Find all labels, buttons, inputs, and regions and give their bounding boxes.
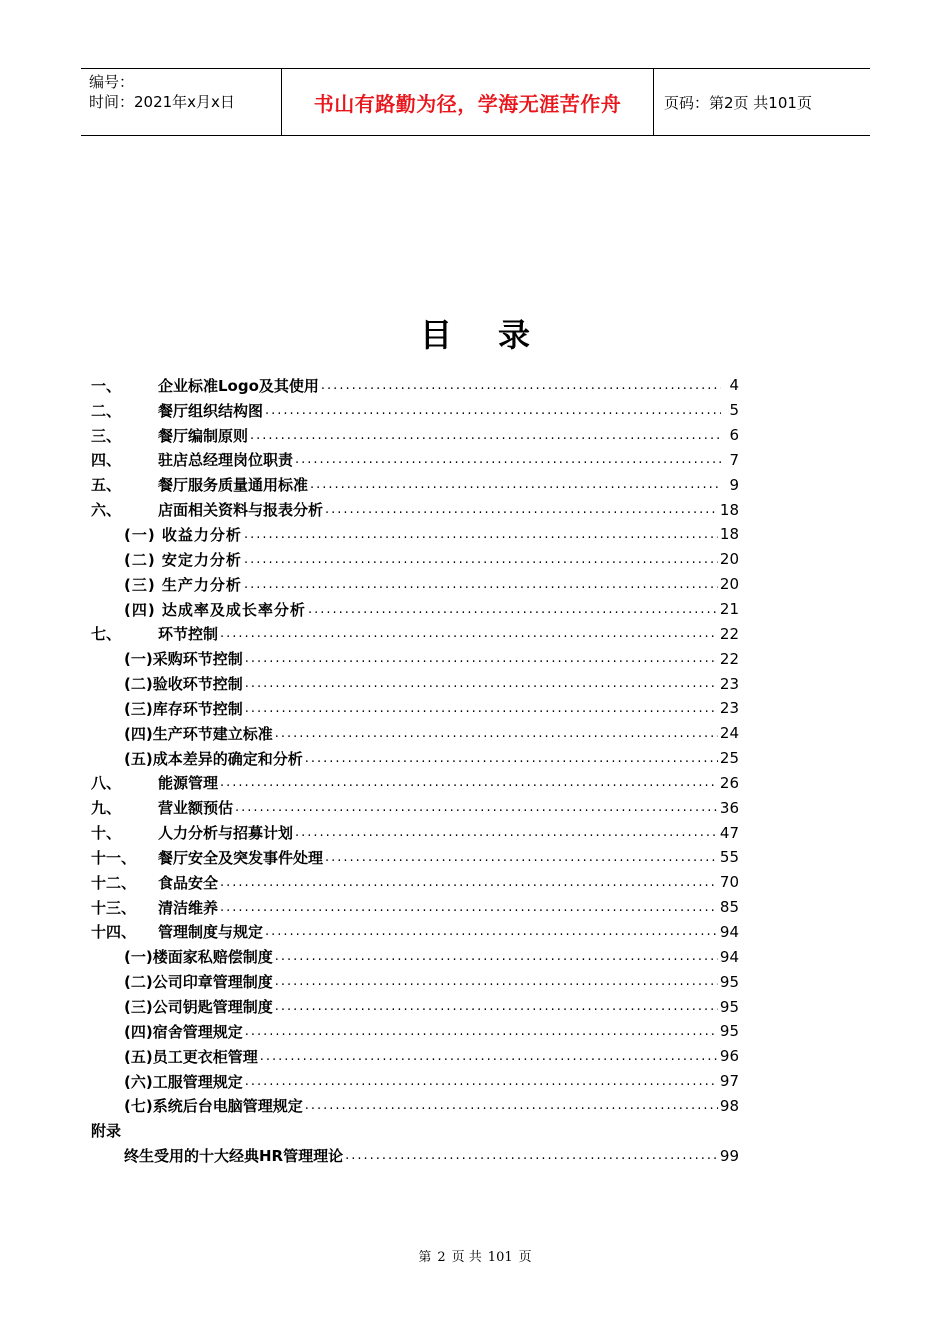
footer-prefix: 第 [418, 1250, 432, 1265]
toc-entry[interactable] [91, 448, 739, 473]
toc-subentry[interactable] [91, 597, 739, 622]
toc-page: 23 [719, 674, 739, 693]
page-header [81, 68, 870, 136]
toc-leader [345, 1148, 718, 1163]
toc-page: 36 [719, 798, 739, 817]
appendix-entry[interactable] [91, 1143, 739, 1168]
toc-subentry[interactable] [91, 547, 739, 572]
toc-leader [275, 726, 718, 741]
toc-label: (一)楼面家私赔偿制度 [124, 948, 273, 967]
toc-leader [220, 626, 718, 641]
footer-page: 2 [437, 1250, 446, 1265]
toc-page: 97 [719, 1072, 739, 1091]
toc-leader [325, 502, 718, 517]
toc-subentry[interactable] [91, 721, 739, 746]
toc-label: (四)生产环节建立标准 [124, 724, 273, 743]
toc-number: 三、 [91, 426, 122, 445]
toc-label: 餐厅服务质量通用标准 [158, 476, 309, 495]
toc-leader [220, 875, 718, 890]
toc-page: 6 [729, 426, 739, 445]
toc-leader [250, 428, 721, 443]
toc-page: 4 [729, 376, 739, 395]
toc-subentry[interactable] [91, 1044, 739, 1069]
toc-label: 餐厅编制原则 [158, 426, 249, 445]
toc-page: 70 [719, 873, 739, 892]
toc-page: 20 [719, 550, 739, 569]
toc-entry[interactable] [91, 895, 739, 920]
toc-page: 22 [719, 649, 739, 668]
code-label: 编号： [89, 73, 135, 91]
toc-subentry[interactable] [91, 746, 739, 771]
toc-leader [325, 850, 718, 865]
toc-label: (六)工服管理规定 [124, 1072, 243, 1091]
table-of-contents [91, 373, 739, 1168]
toc-leader [244, 527, 718, 542]
toc-label: (三) 生产力分析 [124, 575, 242, 594]
toc-subentry[interactable] [91, 522, 739, 547]
title-char-1: 目 [419, 316, 452, 354]
toc-page: 99 [719, 1146, 739, 1165]
date-label: 时间：2021年x月x日 [89, 93, 235, 111]
toc-leader [245, 1074, 718, 1089]
toc-subentry[interactable] [91, 1093, 739, 1118]
toc-label: (二)验收环节控制 [124, 675, 243, 694]
toc-subentry[interactable] [91, 1069, 739, 1094]
toc-page: 18 [719, 525, 739, 544]
toc-label: (七)系统后台电脑管理规定 [124, 1097, 303, 1116]
header-page-info: 页码：第2页 共101页 [664, 93, 812, 112]
toc-page: 24 [719, 724, 739, 743]
toc-leader [245, 651, 718, 666]
page-footer [0, 1246, 950, 1265]
toc-label: (一) 收益力分析 [124, 525, 242, 544]
toc-label: 终生受用的十大经典HR管理理论 [124, 1147, 344, 1166]
toc-leader [305, 1098, 718, 1113]
toc-page: 94 [719, 947, 739, 966]
toc-page: 21 [719, 600, 739, 619]
toc-page: 95 [719, 972, 739, 991]
toc-subentry[interactable] [91, 994, 739, 1019]
toc-page: 9 [729, 475, 739, 494]
toc-page: 23 [719, 699, 739, 718]
toc-page: 96 [719, 1047, 739, 1066]
toc-label: 营业额预估 [158, 799, 234, 818]
footer-total: 101 [487, 1250, 513, 1265]
toc-subentry[interactable] [91, 944, 739, 969]
toc-entry[interactable] [91, 870, 739, 895]
toc-subentry[interactable] [91, 572, 739, 597]
toc-label: 驻店总经理岗位职责 [158, 451, 294, 470]
toc-entry[interactable] [91, 373, 739, 398]
toc-page: 47 [719, 823, 739, 842]
toc-label: (五)成本差异的确定和分析 [124, 749, 303, 768]
toc-leader [321, 378, 721, 393]
header-motto: 书山有路勤为径，学海无涯苦作舟 [281, 69, 654, 135]
toc-label: (二) 安定力分析 [124, 550, 242, 569]
toc-entry[interactable] [91, 497, 739, 522]
toc-page: 20 [719, 575, 739, 594]
toc-label: (五)员工更衣柜管理 [124, 1047, 258, 1066]
toc-page: 85 [719, 898, 739, 917]
appendix-heading-row [91, 1118, 739, 1143]
toc-leader [275, 974, 718, 989]
toc-leader [220, 775, 718, 790]
footer-suffix: 页 [518, 1250, 532, 1265]
toc-leader [265, 924, 718, 939]
toc-leader [275, 999, 718, 1014]
toc-page: 95 [719, 997, 739, 1016]
title-char-2: 录 [498, 316, 531, 354]
toc-leader [260, 1049, 718, 1064]
toc-number: 一、 [91, 376, 122, 395]
toc-number: 十三、 [91, 898, 137, 917]
toc-label: (四) 达成率及成长率分析 [124, 600, 306, 619]
toc-page: 26 [719, 773, 739, 792]
toc-label: 餐厅组织结构图 [158, 401, 264, 420]
toc-entry[interactable] [91, 423, 739, 448]
toc-label: 餐厅安全及突发事件处理 [158, 848, 324, 867]
toc-entry[interactable] [91, 398, 739, 423]
toc-number: 四、 [91, 451, 122, 470]
toc-entry[interactable] [91, 845, 739, 870]
page-title [0, 310, 950, 356]
toc-number: 十一、 [91, 848, 137, 867]
toc-number: 五、 [91, 476, 122, 495]
toc-label: 环节控制 [158, 625, 219, 644]
toc-leader [244, 577, 718, 592]
toc-page: 55 [719, 848, 739, 867]
toc-number: 十、 [91, 824, 122, 843]
toc-label: 管理制度与规定 [158, 923, 264, 942]
toc-number: 十四、 [91, 923, 137, 942]
toc-leader [244, 552, 718, 567]
toc-page: 95 [719, 1022, 739, 1041]
toc-entry[interactable] [91, 920, 739, 945]
toc-page: 98 [719, 1096, 739, 1115]
toc-number: 八、 [91, 774, 122, 793]
toc-number: 十二、 [91, 873, 137, 892]
toc-subentry[interactable] [91, 671, 739, 696]
toc-label: 人力分析与招募计划 [158, 824, 294, 843]
toc-leader [305, 751, 718, 766]
toc-subentry[interactable] [91, 646, 739, 671]
toc-entry[interactable] [91, 820, 739, 845]
toc-leader [245, 676, 718, 691]
toc-leader [295, 452, 721, 467]
toc-page: 18 [719, 500, 739, 519]
toc-entry[interactable] [91, 771, 739, 796]
toc-label: 食品安全 [158, 873, 219, 892]
header-meta [81, 69, 281, 135]
toc-page: 5 [729, 401, 739, 420]
toc-number: 七、 [91, 625, 122, 644]
toc-leader [275, 949, 718, 964]
toc-leader [265, 403, 721, 418]
toc-label: 店面相关资料与报表分析 [158, 501, 324, 520]
toc-number: 二、 [91, 401, 122, 420]
toc-leader [220, 900, 718, 915]
toc-leader [308, 602, 718, 617]
toc-subentry[interactable] [91, 696, 739, 721]
toc-leader [295, 825, 718, 840]
toc-page: 94 [719, 922, 739, 941]
toc-leader [245, 1024, 718, 1039]
toc-label: (二)公司印章管理制度 [124, 973, 273, 992]
toc-number: 六、 [91, 501, 122, 520]
toc-page: 22 [719, 624, 739, 643]
toc-leader [310, 477, 721, 492]
toc-label: (一)采购环节控制 [124, 650, 243, 669]
appendix-heading: 附录 [91, 1122, 122, 1141]
toc-subentry[interactable] [91, 969, 739, 994]
toc-label: (三)公司钥匙管理制度 [124, 998, 273, 1017]
toc-label: 企业标准Logo及其使用 [158, 376, 319, 395]
toc-leader [245, 701, 718, 716]
footer-mid: 页 共 [451, 1250, 482, 1265]
toc-label: (三)库存环节控制 [124, 699, 243, 718]
toc-entry[interactable] [91, 795, 739, 820]
toc-number: 九、 [91, 799, 122, 818]
toc-page: 7 [729, 450, 739, 469]
toc-label: (四)宿舍管理规定 [124, 1022, 243, 1041]
toc-leader [235, 800, 718, 815]
toc-label: 能源管理 [158, 774, 219, 793]
toc-entry[interactable] [91, 621, 739, 646]
toc-subentry[interactable] [91, 1019, 739, 1044]
toc-page: 25 [719, 749, 739, 768]
toc-label: 清洁维养 [158, 898, 219, 917]
toc-entry[interactable] [91, 472, 739, 497]
